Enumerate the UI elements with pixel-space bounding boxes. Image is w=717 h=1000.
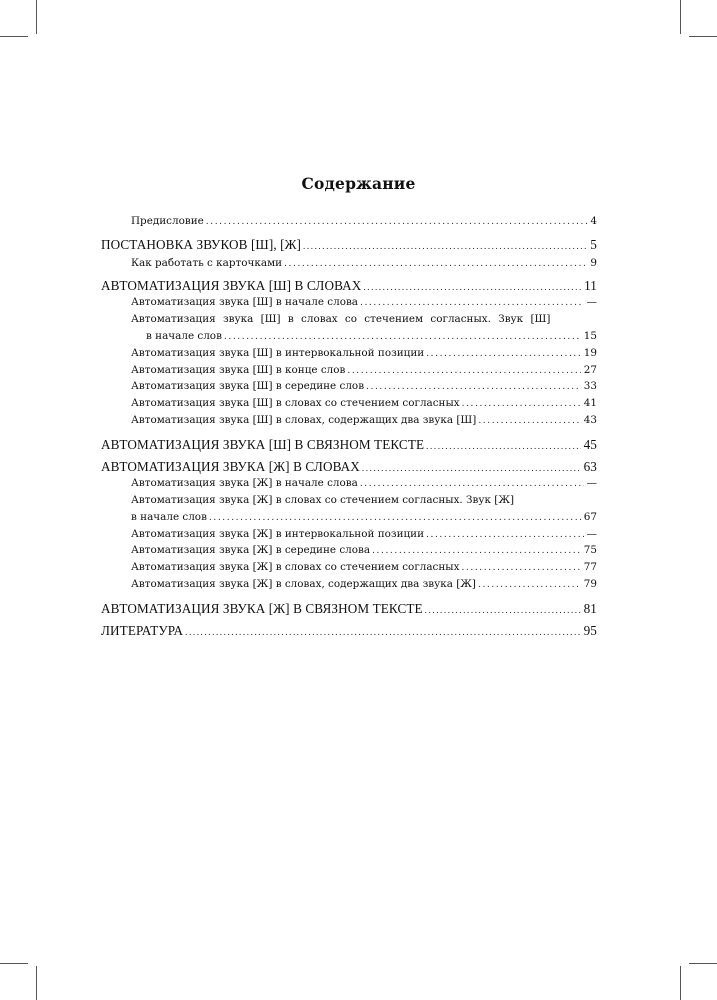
dot-leader (462, 400, 581, 409)
toc-section-sh-words (101, 279, 597, 292)
toc-entry-label: АВТОМАТИЗАЦИЯ ЗВУКА [Ж] В СЛОВАХ (101, 459, 360, 474)
toc-entry-page: 27 (583, 364, 597, 376)
toc-entry-page: — (586, 528, 597, 540)
toc-entry-page: 5 (590, 237, 597, 252)
dot-leader (224, 333, 581, 342)
toc-entry-label: ПОСТАНОВКА ЗВУКОВ [Ш], [Ж] (101, 237, 302, 252)
dot-leader (363, 283, 581, 292)
dot-leader (360, 480, 584, 489)
toc-entry-label: Автоматизация звука [Ж] в начале слова (131, 477, 358, 489)
toc-entry-label: АВТОМАТИЗАЦИЯ ЗВУКА [Ж] В СВЯЗНОМ ТЕКСТЕ (101, 601, 423, 616)
toc-entry-sh-two (131, 415, 597, 426)
dot-leader (284, 260, 587, 269)
toc-entry-page: 75 (583, 544, 597, 556)
toc-entry-page: — (586, 296, 597, 308)
toc-entry-label: Автоматизация звука [Ш] в начале слова (131, 296, 359, 308)
toc-entry-sh-start (131, 297, 597, 308)
dot-leader (206, 218, 588, 227)
toc-entry-page: 67 (583, 511, 597, 523)
dot-leader (303, 242, 587, 251)
toc-section-literature (101, 624, 597, 637)
toc-entry-page: 79 (583, 578, 597, 590)
dot-leader (461, 564, 580, 573)
dot-leader (185, 628, 580, 637)
toc-entry-label: Автоматизация звука [Ш] в словах со стечением согласных (131, 397, 460, 409)
toc-entry-zh-middle (131, 545, 597, 556)
toc-entry-zh-cluster-line2 (131, 512, 597, 523)
toc-entry-label: Автоматизация звука [Ж] в середине слова (131, 544, 371, 556)
toc-entry-label: Автоматизация звука [Ж] в словах со стечением согласных (131, 561, 460, 573)
toc-entry-page: — (586, 477, 597, 489)
dot-leader (347, 367, 580, 376)
toc-entry-label: Автоматизация звука [Ш] в словах, содержащих два звука [Ш] (131, 414, 477, 426)
toc-entry-sh-middle (131, 381, 597, 392)
toc-entry-page: 19 (583, 347, 597, 359)
toc-entry-page: 4 (590, 215, 597, 227)
toc-entry-page: 11 (584, 278, 597, 293)
dot-leader (426, 442, 580, 451)
toc-entry-sh-intervocal (131, 348, 597, 359)
toc-entry-label: ЛИТЕРАТУРА (101, 623, 184, 638)
toc-entry-label: Как работать с карточками (131, 257, 283, 269)
dot-leader (360, 299, 584, 308)
dot-leader (209, 514, 581, 523)
toc-entry-zh-intervocal (131, 529, 597, 540)
toc-section-sh-text (101, 438, 597, 451)
toc-entry-label: Автоматизация звука [Ш] в словах со стечением согласных. Звук [Ш] (131, 313, 551, 325)
toc-entry-label: Автоматизация звука [Ж] в интервокальной позиции (131, 528, 425, 540)
toc-entry-label: Автоматизация звука [Ш] в конце слов (131, 364, 346, 376)
toc-entry-label: в начале слов (131, 511, 207, 523)
toc-entry-page: 45 (583, 437, 597, 452)
toc-entry-page: 77 (583, 561, 597, 573)
toc-entry-label: АВТОМАТИЗАЦИЯ ЗВУКА [Ш] В СВЯЗНОМ ТЕКСТЕ (101, 437, 425, 452)
toc-entry-label: Автоматизация звука [Ш] в середине слов (131, 380, 365, 392)
toc-entry-page: 95 (583, 623, 597, 638)
toc-entry-zh-start (131, 478, 597, 489)
dot-leader (426, 531, 584, 540)
toc-entry-sh-end (131, 365, 597, 376)
toc-entry-page: 81 (583, 601, 597, 616)
dot-leader (478, 581, 581, 590)
toc-entry-page: 9 (590, 257, 597, 269)
toc-entry-zh-clusters (131, 562, 597, 573)
dot-leader (372, 547, 581, 556)
toc-entry-page: 43 (583, 414, 597, 426)
toc-section-zh-text (101, 602, 597, 615)
toc-entry-label: Автоматизация звука [Ж] в словах, содержащих два звука [Ж] (131, 578, 476, 590)
dot-leader (426, 350, 581, 359)
toc-section-zh-words (101, 460, 597, 473)
toc-entry-page: 41 (583, 397, 597, 409)
dot-leader (478, 417, 580, 426)
toc-entry-label: Автоматизация звука [Ш] в интервокальной позиции (131, 347, 425, 359)
toc-entry-zh-cluster-line1 (131, 495, 597, 505)
dot-leader (366, 383, 581, 392)
toc-entry-label: АВТОМАТИЗАЦИЯ ЗВУКА [Ш] В СЛОВАХ (101, 278, 362, 293)
toc-entry-cards (131, 258, 597, 269)
toc-entry-zh-two (131, 579, 597, 590)
toc-entry-page: 33 (583, 380, 597, 392)
toc-entry-sh-cluster-line2 (146, 331, 597, 342)
toc-entry-label: в начале слов (146, 330, 222, 342)
page-title: Содержание (301, 174, 416, 193)
toc-section-postanovka (101, 238, 597, 251)
toc-entry-page: 63 (583, 459, 597, 474)
toc-entry-sh-clusters (131, 398, 597, 409)
toc-entry-page: 15 (583, 330, 597, 342)
toc-entry-sh-cluster-line1 (131, 314, 597, 324)
dot-leader (362, 464, 581, 473)
dot-leader (425, 606, 581, 615)
toc-entry-label: Предисловие (131, 215, 204, 227)
toc-entry-label: Автоматизация звука [Ж] в словах со стечением согласных. Звук [Ж] (131, 494, 515, 506)
toc-entry-preface (131, 216, 597, 227)
